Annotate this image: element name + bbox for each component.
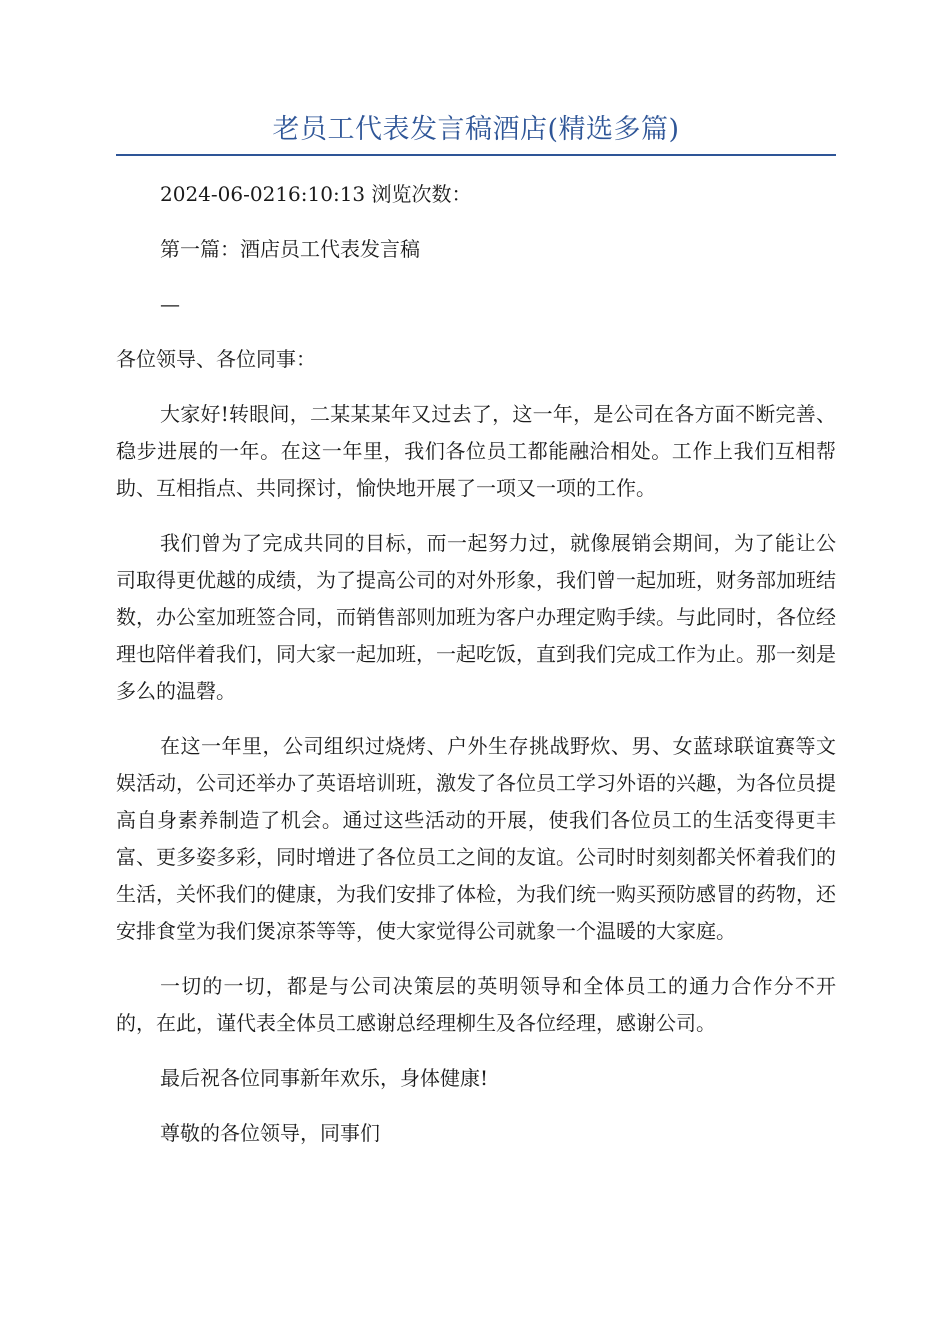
- meta-line: 2024-06-0216:10:13 浏览次数：: [160, 182, 472, 206]
- paragraph: 在这一年里，公司组织过烧烤、户外生存挑战野炊、男、女蓝球联谊赛等文娱活动，公司还举办了英语培训班，激发了各位员工学习外语的兴趣，为各位员提高自身素养制造了机会。通过这些活动的开展，使我们各位员工的生活变得更丰富、更多姿多彩，同时增进了各位员工之间的友谊。公司时时刻刻都关怀着我们的生活，关怀我们的健康，为我们安排了体检，为我们统一购买预防感冒的药物，还安排食堂为我们煲凉茶等等，使大家觉得公司就象一个温暖的大家庭。: [116, 734, 836, 943]
- section-dash: —: [160, 292, 180, 316]
- salutation: 各位领导、各位同事：: [116, 347, 316, 371]
- title-underline: [116, 154, 836, 156]
- paragraph: 一切的一切，都是与公司决策层的英明领导和全体员工的通力合作分不开的，在此，谨代表全体员工感谢总经理柳生及各位经理，感谢公司。: [116, 974, 836, 1035]
- document-body: [116, 176, 836, 1152]
- paragraph: 最后祝各位同事新年欢乐，身体健康!: [160, 1066, 489, 1090]
- paragraph: 大家好!转眼间，二某某某年又过去了，这一年，是公司在各方面不断完善、稳步进展的一年。在这一年里，我们各位员工都能融洽相处。工作上我们互相帮助、互相指点、共同探讨，愉快地开展了一项又一项的工作。: [116, 402, 836, 500]
- document-page: [116, 108, 836, 1170]
- paragraph: 尊敬的各位领导，同事们: [160, 1121, 380, 1145]
- paragraph: 我们曾为了完成共同的目标，而一起努力过，就像展销会期间，为了能让公司取得更优越的成绩，为了提高公司的对外形象，我们曾一起加班，财务部加班结数，办公室加班签合同，而销售部则加班为客户办理定购手续。与此同时，各位经理也陪伴着我们，同大家一起加班，一起吃饭，直到我们完成工作为止。那一刻是多么的温磬。: [116, 531, 836, 703]
- document-title: 老员工代表发言稿酒店(精选多篇): [272, 114, 680, 145]
- section-heading: 第一篇：酒店员工代表发言稿: [160, 237, 420, 261]
